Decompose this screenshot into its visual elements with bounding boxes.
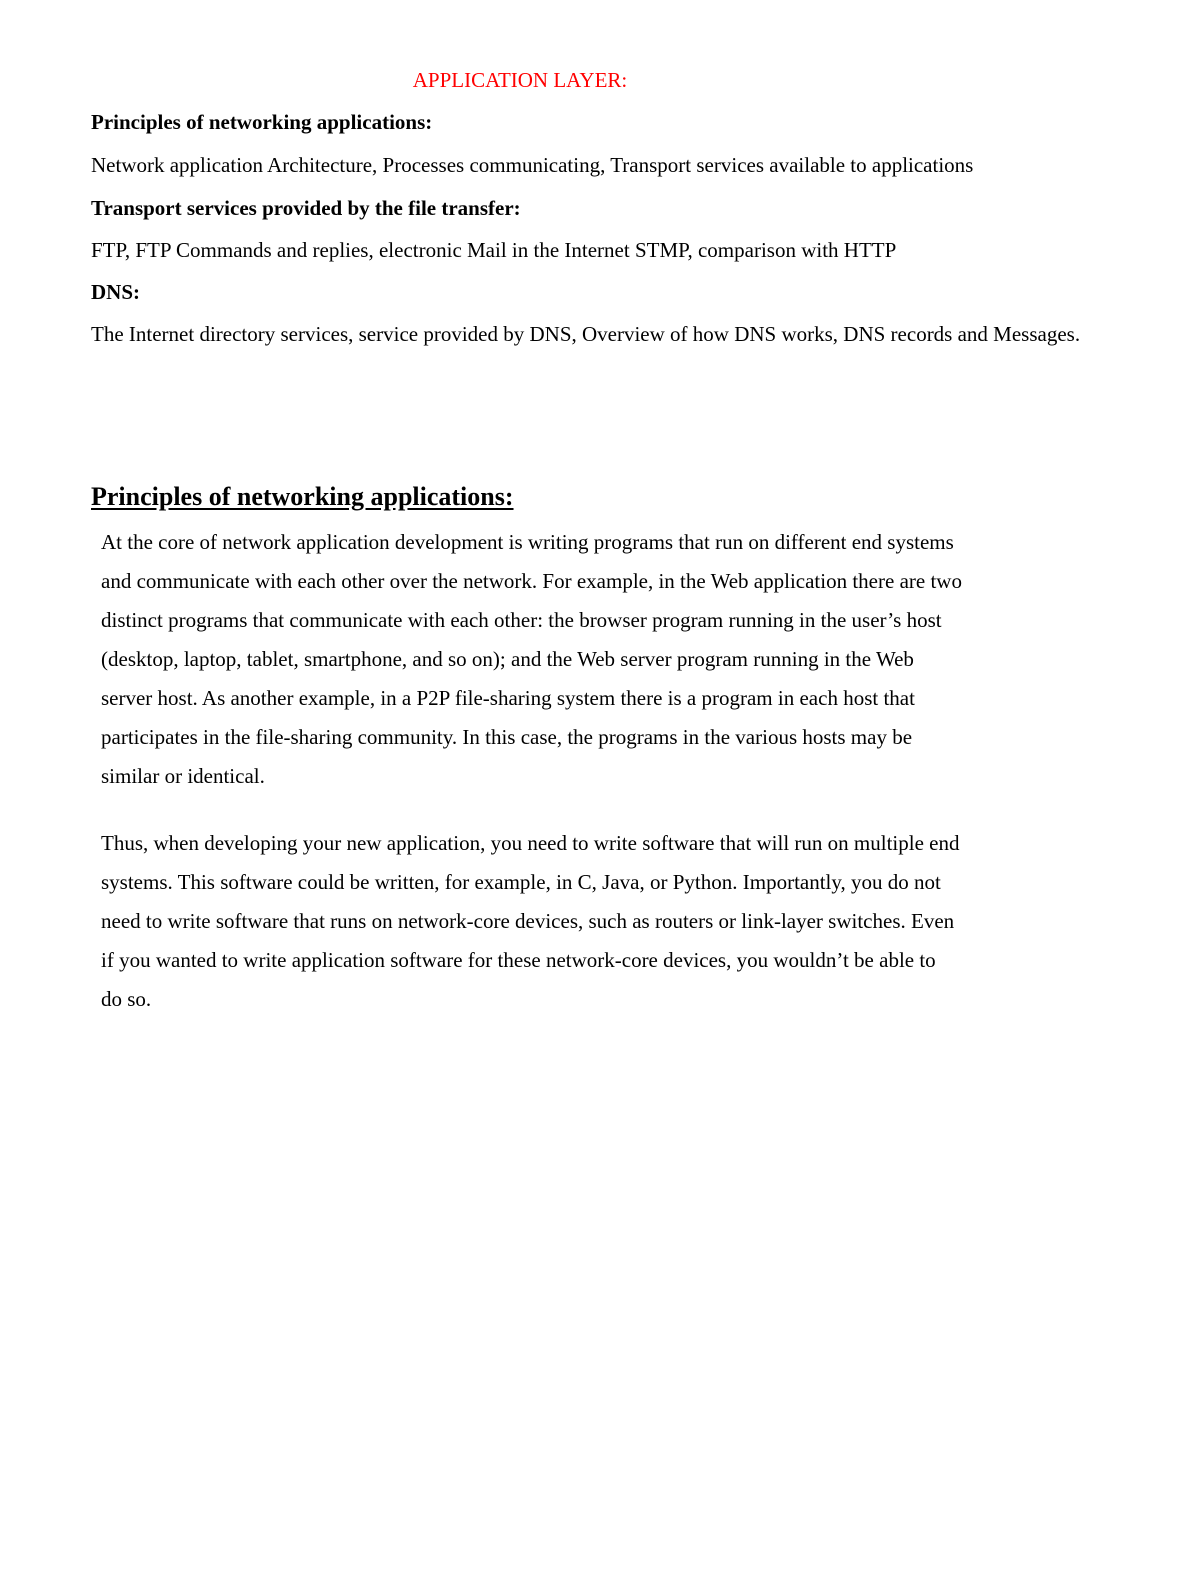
paragraph-line: if you wanted to write application software for these network-core devices, you wouldn’t be able to (101, 948, 936, 972)
body-paragraph-1 (101, 523, 1101, 796)
topic-text-transport: FTP, FTP Commands and replies, electronic Mail in the Internet STMP, comparison with HTTP (91, 238, 897, 262)
paragraph-line: (desktop, laptop, tablet, smartphone, and so on); and the Web server program running in the Web (101, 647, 914, 671)
paragraph-line: server host. As another example, in a P2P file-sharing system there is a program in each host that (101, 686, 915, 710)
paragraph-line: do so. (101, 987, 152, 1011)
paragraph-line: systems. This software could be written, for example, in C, Java, or Python. Importantly, you do not (101, 870, 941, 894)
section-heading: Principles of networking applications: (91, 482, 514, 511)
topic-heading-dns: DNS: (91, 280, 141, 304)
topic-text-principles: Network application Architecture, Processes communicating, Transport services available to applications (91, 153, 974, 177)
paragraph-line: participates in the file-sharing community. In this case, the programs in the various hosts may be (101, 725, 913, 749)
paragraph-line: and communicate with each other over the network. For example, in the Web application there are two (101, 569, 962, 593)
paragraph-line: distinct programs that communicate with each other: the browser program running in the user’s host (101, 608, 942, 632)
paragraph-line: Thus, when developing your new application, you need to write software that will run on multiple end (101, 831, 960, 855)
topic-heading-principles: Principles of networking applications: (91, 110, 433, 134)
paragraph-line: similar or identical. (101, 764, 265, 788)
paragraph-line: need to write software that runs on network-core devices, such as routers or link-layer switches. Even (101, 909, 955, 933)
topic-heading-transport: Transport services provided by the file transfer: (91, 196, 521, 220)
paragraph-line: At the core of network application development is writing programs that run on different end systems (101, 530, 954, 554)
document-title: APPLICATION LAYER: (412, 68, 628, 92)
topic-text-dns: The Internet directory services, service provided by DNS, Overview of how DNS works, DNS records and Messages. (91, 322, 1081, 346)
body-paragraph-2 (101, 824, 1101, 1019)
